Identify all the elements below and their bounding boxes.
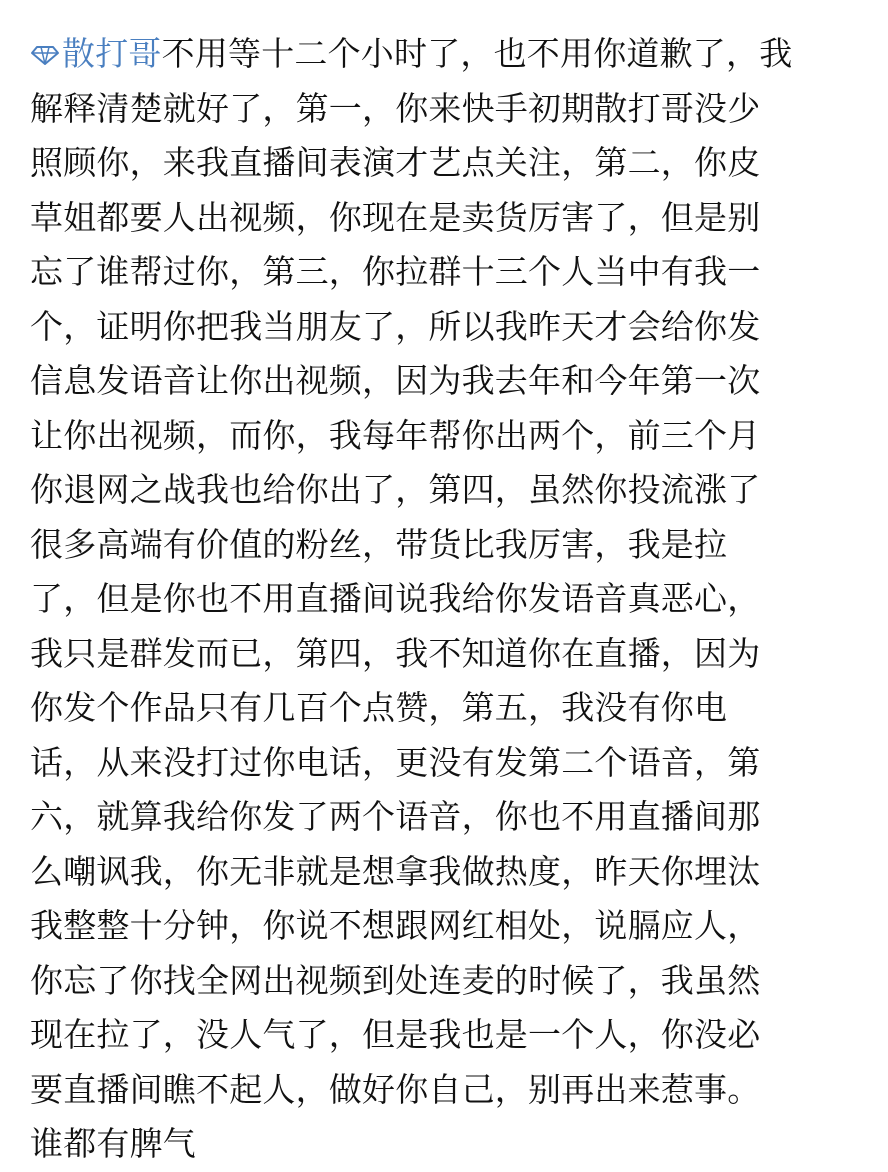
post-line-6: 个，证明你把我当朋友了，所以我昨天才会给你发 (30, 306, 761, 346)
post-line-3: 照顾你，来我直播间表演才艺点关注，第二，你皮 (30, 143, 761, 182)
post-line-5: 忘了谁帮过你，第三，你拉群十三个人当中有我一 (30, 252, 761, 291)
post-line-11: 了，但是你也不用直播间说我给你发语音真恶心， (30, 579, 761, 618)
post-line-19: 现在拉了，没人气了，但是我也是一个人，你没必 (30, 1015, 761, 1054)
mention-link[interactable] (30, 34, 162, 73)
post-line-14: 话，从来没打过你电话，更没有发第二个语音，第 (30, 742, 761, 782)
post-line-8: 让你出视频，而你，我每年帮你出两个，前三个月 (30, 415, 761, 455)
post-line-20: 要直播间瞧不起人，做好你自己，别再出来惹事。 (30, 1069, 761, 1109)
post-line-16: 么嘲讽我，你无非就是想拿我做热度，昨天你埋汰 (30, 851, 761, 891)
post-line-4: 草姐都要人出视频，你现在是卖货厉害了，但是别 (30, 197, 761, 237)
diamond-icon (30, 43, 60, 67)
post-line-21: 谁都有脾气 (30, 1124, 196, 1163)
post-line-15: 六，就算我给你发了两个语音，你也不用直播间那 (30, 797, 761, 836)
post-line-text: 不用等十二个小时了，也不用你道歉了，我 (161, 34, 793, 73)
post-line-13: 你发个作品只有几百个点赞，第五，我没有你电 (30, 688, 728, 727)
post-line-12: 我只是群发而已，第四，我不知道你在直播，因为 (30, 633, 761, 673)
post-line-9: 你退网之战我也给你出了，第四，虽然你投流涨了 (30, 470, 761, 509)
post-line-1 (30, 27, 866, 82)
post-line-17: 我整整十分钟，你说不想跟网红相处，说膈应人， (30, 906, 761, 945)
post-line-18: 你忘了你找全网出视频到处连麦的时候了，我虽然 (30, 960, 761, 1000)
post-body (30, 27, 866, 1172)
post-line-10: 很多高端有价值的粉丝，带货比我厉害，我是拉 (30, 524, 728, 564)
mention-name[interactable]: 散打哥 (62, 34, 162, 73)
post-line-7: 信息发语音让你出视频，因为我去年和今年第一次 (30, 361, 761, 400)
post-line-2: 解释清楚就好了，第一，你来快手初期散打哥没少 (30, 88, 761, 128)
